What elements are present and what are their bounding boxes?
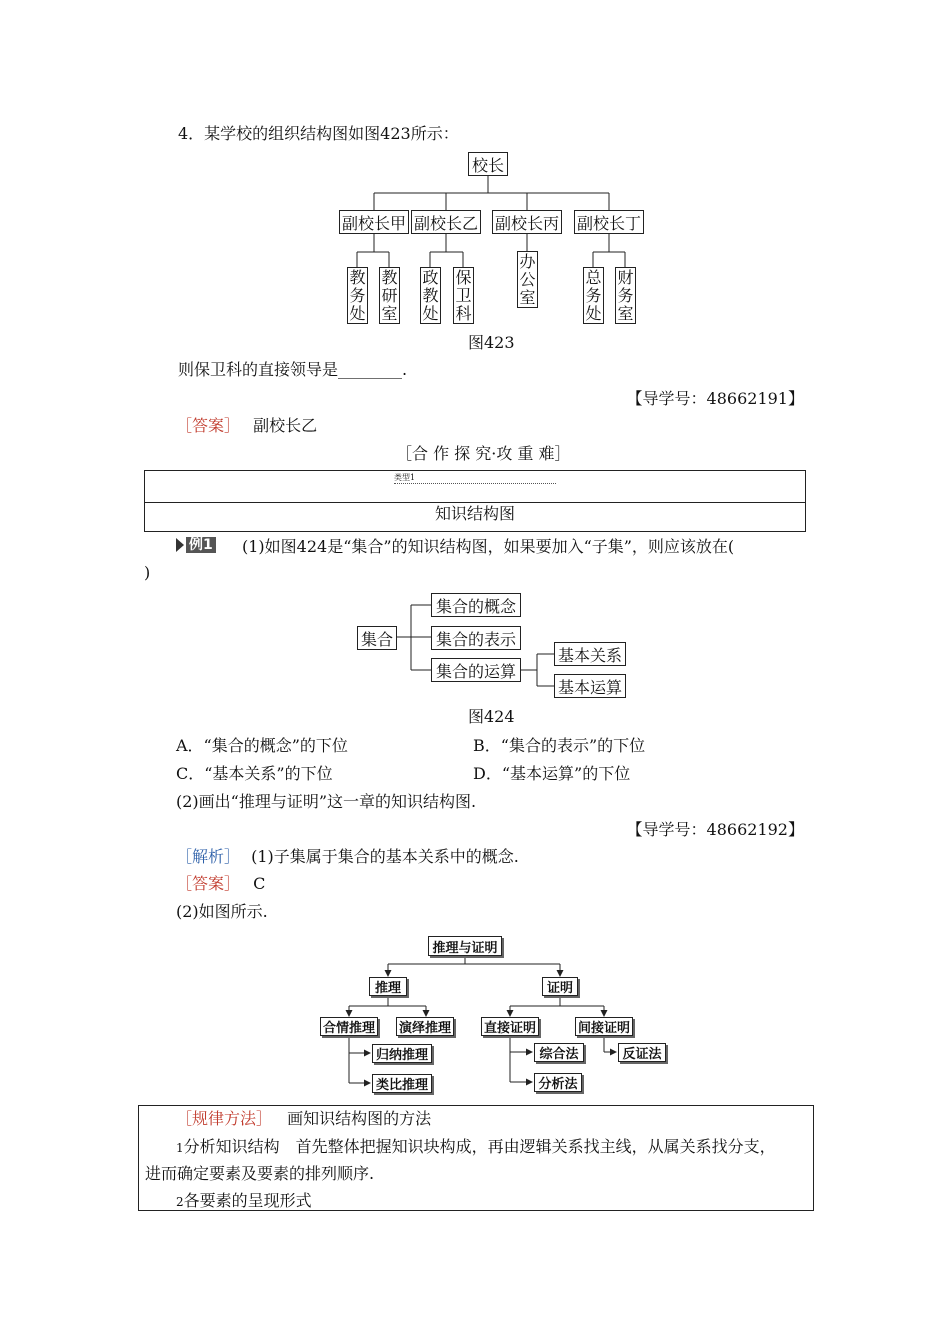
org-dept-baoweike: 保 卫 科 <box>453 267 474 324</box>
proof-tree-synthesis: 综合法 <box>534 1043 584 1062</box>
type-name: 知识结构图 <box>434 504 515 523</box>
answer-label-2: ［答案］ <box>176 874 241 893</box>
proof-tree-plausible-reasoning: 合情推理 <box>320 1017 378 1036</box>
option-a: A．“集合的概念”的下位 <box>176 736 348 755</box>
set-node-basic-operation: 基本运算 <box>554 674 626 698</box>
type-tag: 类型1 <box>394 473 556 484</box>
method-header <box>176 1109 431 1129</box>
org-node-vp-jia: 副校长甲 <box>339 210 409 234</box>
method-item-1 <box>176 1137 776 1158</box>
org-dept-jiaowuchu: 教 务 处 <box>347 267 368 324</box>
org-node-vp-ding: 副校长丁 <box>574 210 644 234</box>
method-item-2-text: 各要素的呈现形式 <box>183 1191 312 1210</box>
set-node-basic-relation: 基本关系 <box>554 642 626 666</box>
org-dept-caiwushi: 财 务 室 <box>615 267 636 324</box>
proof-tree-direct-proof: 直接证明 <box>481 1017 539 1036</box>
section-title: ［合 作 探 究·攻 重 难］ <box>396 444 571 463</box>
method-item-2 <box>176 1191 312 1212</box>
option-b: B．“集合的表示”的下位 <box>473 736 646 755</box>
method-box <box>138 1105 814 1211</box>
set-node-operation: 集合的运算 <box>431 658 521 682</box>
method-item-2-num: 2 <box>176 1195 184 1209</box>
proof-tree-analogy: 类比推理 <box>372 1074 432 1093</box>
example-badge-label: 例1 <box>186 537 216 553</box>
org-node-principal: 校长 <box>468 152 508 176</box>
answer-text: 副校长乙 <box>253 416 318 435</box>
proof-tree-analysis: 分析法 <box>534 1073 582 1092</box>
guide-number-2: 【导学号：48662192】 <box>626 820 804 839</box>
method-item-1-cont: 进而确定要素及要素的排列顺序. <box>145 1164 375 1183</box>
answer-label: ［答案］ <box>176 416 241 435</box>
org-dept-jiaoyanshi: 教 研 室 <box>379 267 400 324</box>
org-node-vp-bing: 副校长丙 <box>492 210 562 234</box>
analysis-text: (1)子集属于集合的基本关系中的概念. <box>251 847 519 866</box>
answer-text-2: C <box>253 874 266 893</box>
example-1-text-cont: ) <box>144 563 151 582</box>
org-dept-zongwuchu: 总 务 处 <box>583 267 604 324</box>
set-node-representation: 集合的表示 <box>431 626 521 650</box>
question-4-text: 4．某学校的组织结构图如图423所示： <box>178 124 459 143</box>
proof-tree-deductive-reasoning: 演绎推理 <box>396 1017 454 1036</box>
proof-tree-contradiction: 反证法 <box>618 1043 666 1062</box>
part-2-intro: (2)如图所示. <box>176 902 268 921</box>
proof-tree-indirect-proof: 间接证明 <box>575 1017 633 1036</box>
option-d: D．“基本运算”的下位 <box>473 764 631 783</box>
example-1-part-2: (2)画出“推理与证明”这一章的知识结构图. <box>176 792 477 811</box>
method-title: 画知识结构图的方法 <box>287 1109 432 1128</box>
figure-423-caption: 图423 <box>468 333 515 352</box>
org-node-vp-yi: 副校长乙 <box>411 210 481 234</box>
proof-tree-proof: 证明 <box>542 977 578 996</box>
question-4-blank: 则保卫科的直接领导是________. <box>178 360 408 379</box>
example-1-text: (1)如图424是“集合”的知识结构图，如果要加入“子集”，则应该放在( <box>242 537 735 556</box>
guide-number-1: 【导学号：48662191】 <box>626 389 804 408</box>
option-c: C．“基本关系”的下位 <box>176 764 333 783</box>
org-dept-bangongshi: 办 公 室 <box>517 251 538 308</box>
org-dept-zhengjiaochu: 政 教 处 <box>420 267 441 324</box>
method-item-1-num: 1 <box>176 1141 184 1155</box>
figure-424-caption: 图424 <box>468 707 515 726</box>
method-label: ［规律方法］ <box>176 1109 273 1128</box>
analysis-label: ［解析］ <box>176 847 241 866</box>
proof-tree-induction: 归纳推理 <box>372 1044 432 1063</box>
method-item-1-text: 分析知识结构 首先整体把握知识块构成，再由逻辑关系找主线，从属关系找分支， <box>183 1137 776 1156</box>
proof-tree-reasoning: 推理 <box>369 977 407 996</box>
set-node-root: 集合 <box>357 626 397 650</box>
proof-tree-root: 推理与证明 <box>428 936 502 956</box>
set-node-concept: 集合的概念 <box>431 593 521 617</box>
